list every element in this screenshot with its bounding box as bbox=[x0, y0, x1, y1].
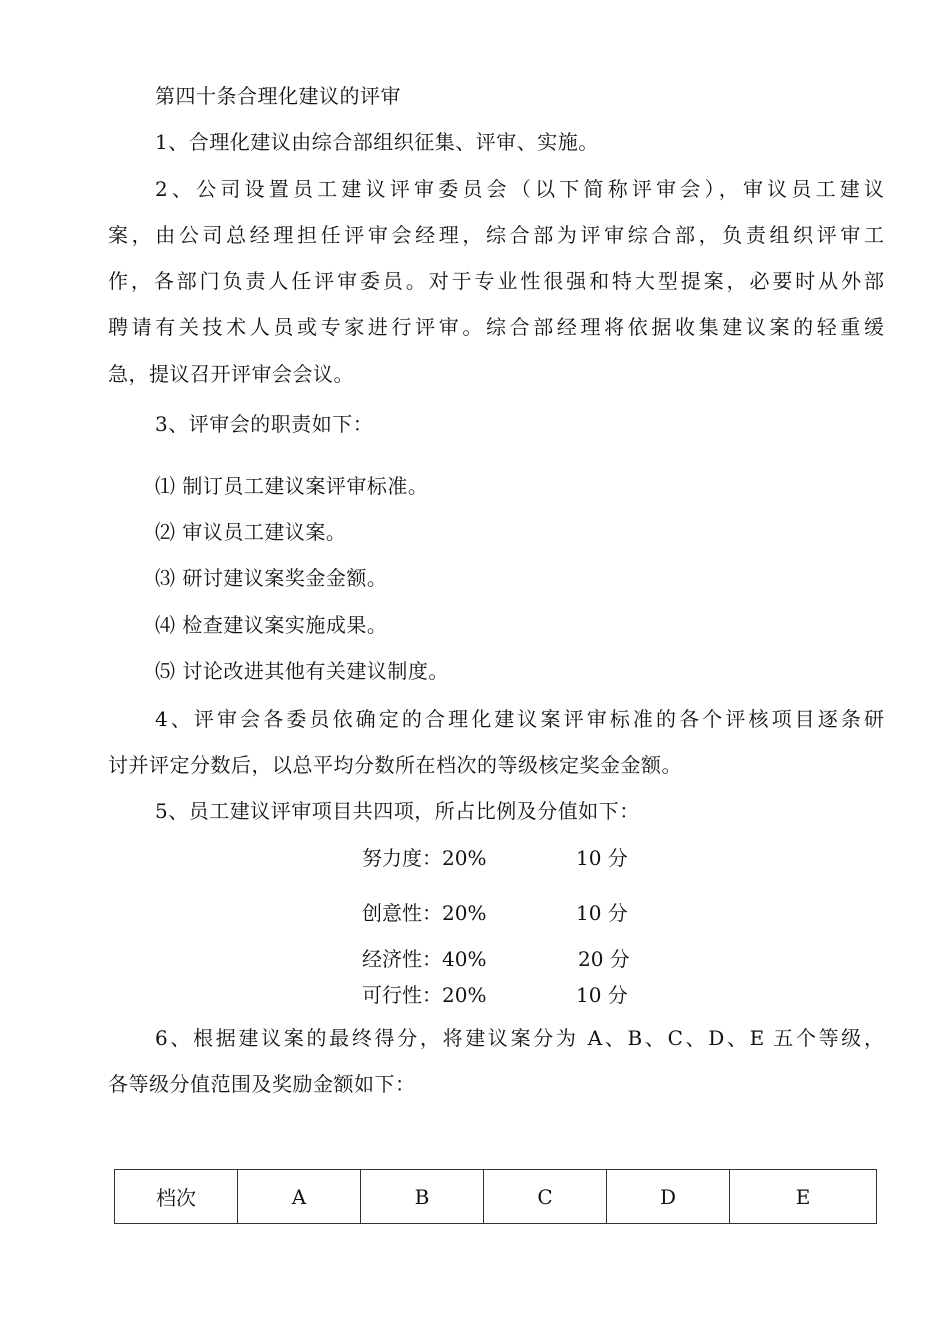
ratio-row bbox=[362, 981, 628, 1009]
table-cell: 档次 bbox=[115, 1170, 238, 1224]
ratio-score: 10 分 bbox=[576, 983, 628, 1007]
ratio-item: 可行性：20% bbox=[362, 983, 487, 1007]
paragraph-2-line: 2、公司设置员工建议评审委员会（以下简称评审会），审议员工建议 bbox=[155, 177, 884, 201]
table-cell: A bbox=[238, 1170, 361, 1224]
list-item: ⑴ 制订员工建议案评审标准。 bbox=[155, 474, 429, 498]
table-row bbox=[115, 1170, 877, 1224]
ratio-score: 10 分 bbox=[576, 901, 628, 925]
paragraph-6-line: 各等级分值范围及奖励金额如下： bbox=[108, 1072, 416, 1096]
paragraph-2-line: 急，提议召开评审会会议。 bbox=[108, 362, 354, 386]
paragraph-6-line: 6、根据建议案的最终得分，将建议案分为 A、B、C、D、E 五个等级， bbox=[155, 1026, 884, 1050]
list-item: ⑸ 讨论改进其他有关建议制度。 bbox=[155, 659, 449, 683]
ratio-row bbox=[362, 945, 630, 973]
paragraph-2-line: 作，各部门负责人任评审委员。对于专业性很强和特大型提案，必要时从外部 bbox=[108, 269, 884, 293]
paragraph-4-line: 4、评审会各委员依确定的合理化建议案评审标准的各个评核项目逐条研 bbox=[155, 707, 884, 731]
paragraph-2-line: 案，由公司总经理担任评审会经理，综合部为评审综合部，负责组织评审工 bbox=[108, 223, 884, 247]
ratio-item: 经济性：40% bbox=[362, 947, 487, 971]
list-item: ⑷ 检查建议案实施成果。 bbox=[155, 613, 388, 637]
grade-table bbox=[114, 1169, 877, 1224]
table-cell: B bbox=[361, 1170, 484, 1224]
ratio-score: 20 分 bbox=[578, 947, 630, 971]
ratio-item: 创意性：20% bbox=[362, 901, 487, 925]
table-cell: D bbox=[607, 1170, 730, 1224]
paragraph-3: 3、评审会的职责如下： bbox=[155, 412, 374, 436]
paragraph-4-line: 讨并评定分数后，以总平均分数所在档次的等级核定奖金金额。 bbox=[108, 753, 682, 777]
ratio-row bbox=[362, 844, 628, 872]
paragraph-2-line: 聘请有关技术人员或专家进行评审。综合部经理将依据收集建议案的轻重缓 bbox=[108, 315, 884, 339]
list-item: ⑶ 研讨建议案奖金金额。 bbox=[155, 566, 388, 590]
ratio-score: 10 分 bbox=[576, 846, 628, 870]
table-cell: C bbox=[484, 1170, 607, 1224]
article-heading: 第四十条合理化建议的评审 bbox=[155, 84, 401, 108]
paragraph-1: 1、合理化建议由综合部组织征集、评审、实施。 bbox=[155, 130, 599, 154]
list-item: ⑵ 审议员工建议案。 bbox=[155, 520, 347, 544]
table-cell: E bbox=[730, 1170, 877, 1224]
ratio-item: 努力度：20% bbox=[362, 846, 487, 870]
ratio-row bbox=[362, 899, 628, 927]
paragraph-5: 5、员工建议评审项目共四项，所占比例及分值如下： bbox=[155, 799, 640, 823]
